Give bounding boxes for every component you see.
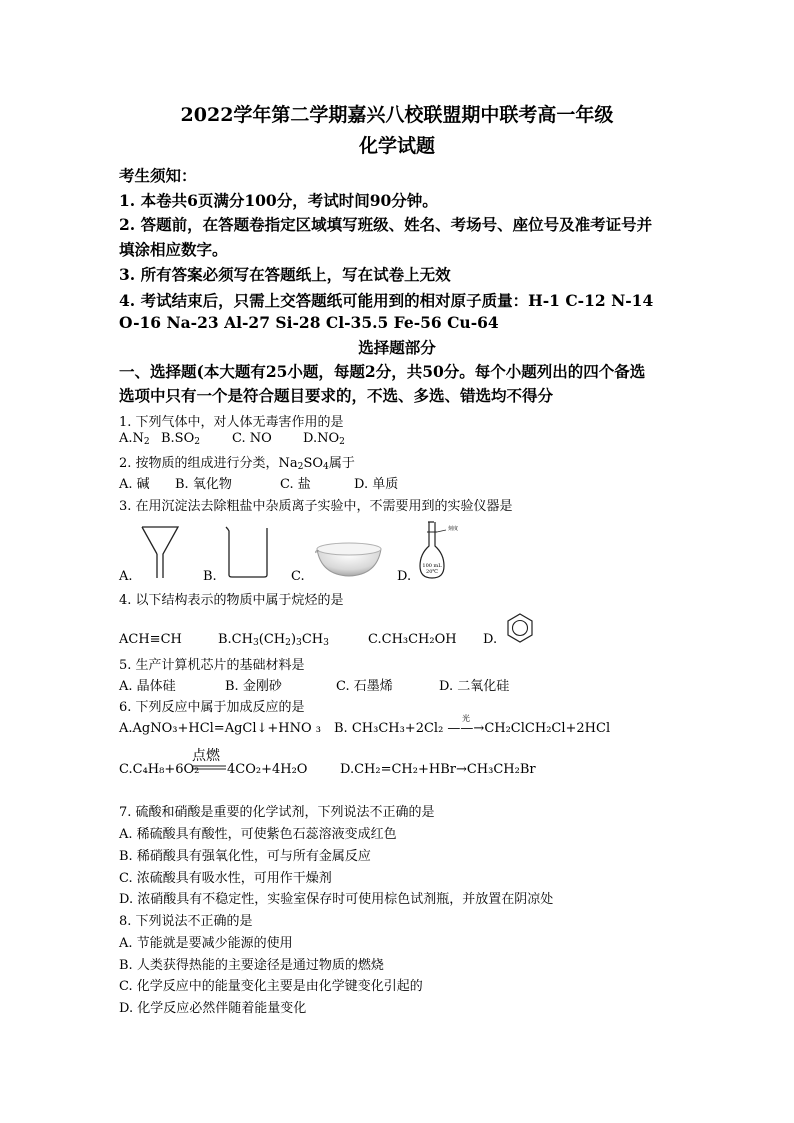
q1-option-b: $B.SO_2$ xyxy=(161,431,201,447)
q7-option-d: D. 浓硝酸具有不稳定性，实验室保存时可使用棕色试剂瓶，并放置在阴凉处 xyxy=(119,892,554,907)
q8-option-b: B. 人类获得热能的主要途径是通过物质的燃烧 xyxy=(119,958,384,973)
beaker-icon xyxy=(224,525,270,579)
notice-item-3: 3. 所有答案必须写在答题纸上，写在试卷上无效 xyxy=(119,265,451,284)
double-line-equals xyxy=(192,765,226,771)
q5-stem: 5. 生产计算机芯片的基础材料是 xyxy=(119,658,305,673)
q3-option-c: C. xyxy=(291,569,305,584)
q5-option-a: A. 晶体硅 xyxy=(119,679,176,694)
q6-option-a: A.AgNO₃+HCl=AgCl↓+HNO ₃ xyxy=(119,721,322,736)
q5-option-b: B. 金刚砂 xyxy=(225,679,282,694)
notice-item-2-cont: 填涂相应数字。 xyxy=(119,240,228,259)
q5-option-c: C. 石墨烯 xyxy=(336,679,393,694)
q3-option-b: B. xyxy=(203,569,217,584)
q6-option-c-products: 4CO₂+4H₂O xyxy=(227,762,308,777)
q2-option-b: B. 氧化物 xyxy=(175,477,232,492)
q2-stem: 2. 按物质的组成进行分类，$Na_2SO_4$属于 xyxy=(119,456,355,472)
exam-subtitle: 化学试题 xyxy=(358,135,435,157)
section-intro-line1: 一、选择题(本大题有25小题，每题2分，共50分。每个小题列出的四个备选 xyxy=(119,362,646,381)
funnel-icon xyxy=(140,524,180,580)
q6-stem: 6. 下列反应中属于加成反应的是 xyxy=(119,700,305,715)
q4-option-b: $B.CH_3(CH_2)_3CH_3$ xyxy=(218,632,329,648)
q6-b-condition: 光 xyxy=(462,714,470,723)
q8-option-a: A. 节能就是要减少能源的使用 xyxy=(119,936,293,951)
flask-volume-label: 100 mL 20℃ xyxy=(422,563,442,575)
q3-option-d: D. xyxy=(397,569,412,584)
q7-option-b: B. 稀硝酸具有强氧化性，可与所有金属反应 xyxy=(119,849,371,864)
q8-option-c: C. 化学反应中的能量变化主要是由化学键变化引起的 xyxy=(119,979,423,994)
notice-item-1: 1. 本卷共6页满分100分，考试时间90分钟。 xyxy=(119,191,438,210)
q4-stem: 4. 以下结构表示的物质中属于烷烃的是 xyxy=(119,593,344,608)
benzene-ring-icon xyxy=(505,612,535,644)
q7-option-c: C. 浓硫酸具有吸水性，可用作干燥剂 xyxy=(119,871,332,886)
q2-option-a: A. 碱 xyxy=(119,477,150,492)
q6-option-c-reactants: C.C₄H₈+6O₂ xyxy=(119,762,200,777)
notice-heading: 考生须知： xyxy=(119,166,197,185)
q1-option-d: $D.NO_2$ xyxy=(303,431,345,447)
q4-option-d: D. xyxy=(483,632,498,647)
q6-option-d: D.CH₂=CH₂+HBr→CH₃CH₂Br xyxy=(340,762,536,777)
q7-stem: 7. 硫酸和硝酸是重要的化学试剂，下列说法不正确的是 xyxy=(119,805,435,820)
q3-option-a: A. xyxy=(119,569,133,584)
q4-option-c: C.CH₃CH₂OH xyxy=(368,632,457,647)
section-intro-line2: 选项中只有一个是符合题目要求的，不选、多选、错选均不得分 xyxy=(119,386,554,405)
q8-option-d: D. 化学反应必然伴随着能量变化 xyxy=(119,1001,307,1016)
q2-option-c: C. 盐 xyxy=(280,477,311,492)
exam-title: 2022学年第二学期嘉兴八校联盟期中联考高一年级 xyxy=(180,104,614,126)
q3-stem: 3. 在用沉淀法去除粗盐中杂质离子实验中，不需要用到的实验仪器是 xyxy=(119,499,513,514)
q4-option-a: ACH≡CH xyxy=(119,632,182,647)
q5-option-d: D. 二氧化硅 xyxy=(439,679,510,694)
notice-item-4: 4. 考试结束后，只需上交答题纸可能用到的相对原子质量：H-1 C-12 N-14 xyxy=(119,291,654,310)
q6-option-b: B. CH₃CH₃+2Cl₂ ——→CH₂ClCH₂Cl+2HCl xyxy=(334,721,611,736)
q6-c-condition: 点燃 xyxy=(192,748,220,764)
q1-option-a: $A.N_2$ xyxy=(119,431,150,447)
notice-item-2: 2. 答题前，在答题卷指定区域填写班级、姓名、考场号、座位号及准考证号并 xyxy=(119,215,653,234)
section-title: 选择题部分 xyxy=(358,338,436,357)
q8-stem: 8. 下列说法不正确的是 xyxy=(119,914,253,929)
q1-option-c: C. NO xyxy=(232,431,272,446)
evaporating-dish-icon xyxy=(315,539,383,579)
q1-stem: 1. 下列气体中，对人体无毒害作用的是 xyxy=(119,415,344,430)
flask-mark-label: 刻度 xyxy=(448,526,459,532)
q7-option-a: A. 稀硫酸具有酸性，可使紫色石蕊溶液变成红色 xyxy=(119,827,397,842)
atomic-masses: O-16 Na-23 Al-27 Si-28 Cl-35.5 Fe-56 Cu-64 xyxy=(119,313,499,332)
q2-option-d: D. 单质 xyxy=(354,477,399,492)
